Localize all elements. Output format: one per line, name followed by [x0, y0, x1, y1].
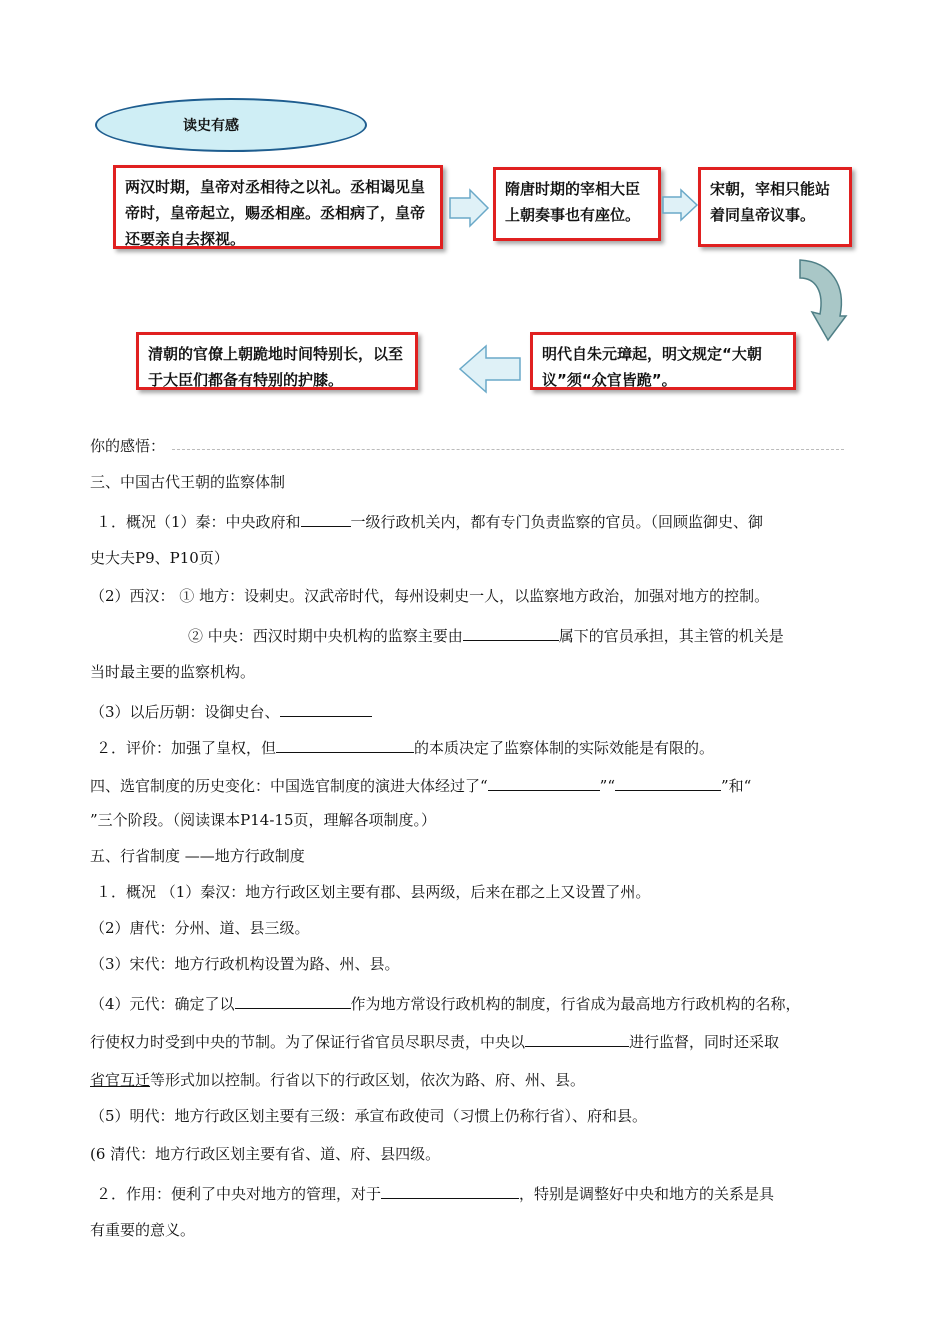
s3-item1-a: １．概况（1）秦：中央政府和: [96, 513, 301, 531]
s3-item2b-line: [188, 624, 784, 646]
s5-item4d-underlined: 省官互迁: [90, 1071, 151, 1089]
s5-item5: （5）明代：地方行政区划主要有三级：承宣布政使司（习惯上仍称行省）、府和县。: [90, 1107, 648, 1125]
s3-eval-a: ２．评价：加强了皇权，但: [96, 739, 277, 757]
blank-field[interactable]: [525, 1030, 629, 1047]
blank-field[interactable]: [235, 992, 351, 1009]
box-qing-text: 清朝的官僚上朝跪地时间特别长，以至于大臣们都备有特别的护膝。: [148, 345, 404, 389]
s5-eff-a: ２．作用：便利了中央对地方的管理，对于: [96, 1185, 382, 1203]
diagram-header-ellipse: [95, 98, 367, 152]
s3-item2b-b: 属下的官员承担，其主管的机关是: [558, 627, 784, 645]
s5-item4d-line: [90, 1070, 585, 1090]
s5-eff-c: 有重要的意义。: [90, 1221, 196, 1239]
s3-item1-c: 史大夫P9、P10页）: [90, 549, 229, 567]
s4-b: ”“: [599, 777, 616, 795]
s5-item3: （3）宋代：地方行政机构设置为路、州、县。: [90, 955, 400, 973]
box-song-text: 宋朝，宰相只能站着同皇帝议事。: [710, 180, 831, 224]
blank-field[interactable]: [280, 700, 372, 717]
s5-item4-a: （4）元代：确定了以: [90, 995, 235, 1013]
s3-item2: （2）西汉： ① 地方：设刺史。汉武帝时代，每州设刺史一人，以监察地方政治，加强对地方的控制。: [90, 587, 770, 605]
blank-field[interactable]: [276, 736, 414, 753]
box-ming-text: 明代自朱元璋起，明文规定“大朝议”须“众官皆跪”。: [542, 345, 762, 389]
s5-eff-line: [96, 1182, 774, 1204]
s5-item6: (6 清代：地方行政区划主要有省、道、府、县四级。: [90, 1145, 441, 1163]
box-han: [113, 165, 443, 249]
section-5-title: 五、行省制度 ——地方行政制度: [90, 847, 305, 865]
s3-item2b-a: ② 中央：西汉时期中央机构的监察主要由: [188, 627, 463, 645]
blank-field[interactable]: [381, 1182, 519, 1199]
box-han-text: 两汉时期，皇帝对丞相待之以礼。丞相谒见皇帝时，皇帝起立，赐丞相座。丞相病了，皇帝还要亲自去探视。: [125, 178, 426, 248]
s5-item4c-b: 进行监督，同时还采取: [629, 1033, 780, 1051]
s5-item4c-line: [90, 1030, 779, 1052]
box-suitang: [493, 167, 661, 241]
s4-a: 四、选官制度的历史变化：中国选官制度的演进大体经过了“: [90, 777, 488, 795]
s5-item4c-a: 行使权力时受到中央的节制。为了保证行省官员尽职尽责，中央以: [90, 1033, 526, 1051]
blank-field[interactable]: [615, 774, 721, 791]
blank-field[interactable]: [488, 774, 600, 791]
s5-item4-b: 作为地方常设行政机构的制度，行省成为最高地方行政机构的名称，: [350, 995, 801, 1013]
s3-item1-line: [96, 510, 763, 532]
curved-arrow-down-icon: [798, 256, 848, 342]
box-qing: [136, 332, 418, 390]
s5-item1: １．概况 （1）秦汉：地方行政区划主要有郡、县两级，后来在郡之上又设置了州。: [96, 883, 651, 901]
s3-item3-line: [90, 700, 372, 722]
blank-field[interactable]: [463, 624, 559, 641]
arrow-right-icon: [661, 188, 699, 222]
feeling-label: 你的感悟：: [90, 437, 166, 455]
s3-item2c: 当时最主要的监察机构。: [90, 663, 256, 681]
s4-d: ”三个阶段。（阅读课本P14-15页，理解各项制度。）: [90, 811, 437, 829]
s4-line: [90, 774, 751, 796]
s5-item2: （2）唐代：分州、道、县三级。: [90, 919, 310, 937]
arrow-right-icon: [448, 188, 490, 228]
s5-eff-b: ，特别是调整好中央和地方的关系是具: [519, 1185, 775, 1203]
s3-eval-b: 的本质决定了监察体制的实际效能是有限的。: [414, 739, 715, 757]
s4-c: ”和“: [721, 777, 752, 795]
section-3-title: 三、中国古代王朝的监察体制: [90, 473, 286, 491]
box-ming: [530, 332, 796, 390]
s3-item3: （3）以后历朝：设御史台、: [90, 703, 280, 721]
s3-eval-line: [96, 736, 714, 758]
box-song: [698, 167, 852, 247]
arrow-left-icon: [456, 344, 522, 394]
s3-item1-b: 一级行政机关内，都有专门负责监察的官员。（回顾监御史、御: [350, 513, 764, 531]
feeling-answer-line: [172, 449, 844, 450]
s5-item4d-b: 等形式加以控制。行省以下的行政区划，依次为路、府、州、县。: [150, 1071, 586, 1089]
s5-item4-line: [90, 992, 801, 1014]
diagram-header: 读史有感: [183, 118, 239, 134]
box-suitang-text: 隋唐时期的宰相大臣上朝奏事也有座位。: [505, 180, 641, 224]
blank-field[interactable]: [301, 510, 351, 527]
